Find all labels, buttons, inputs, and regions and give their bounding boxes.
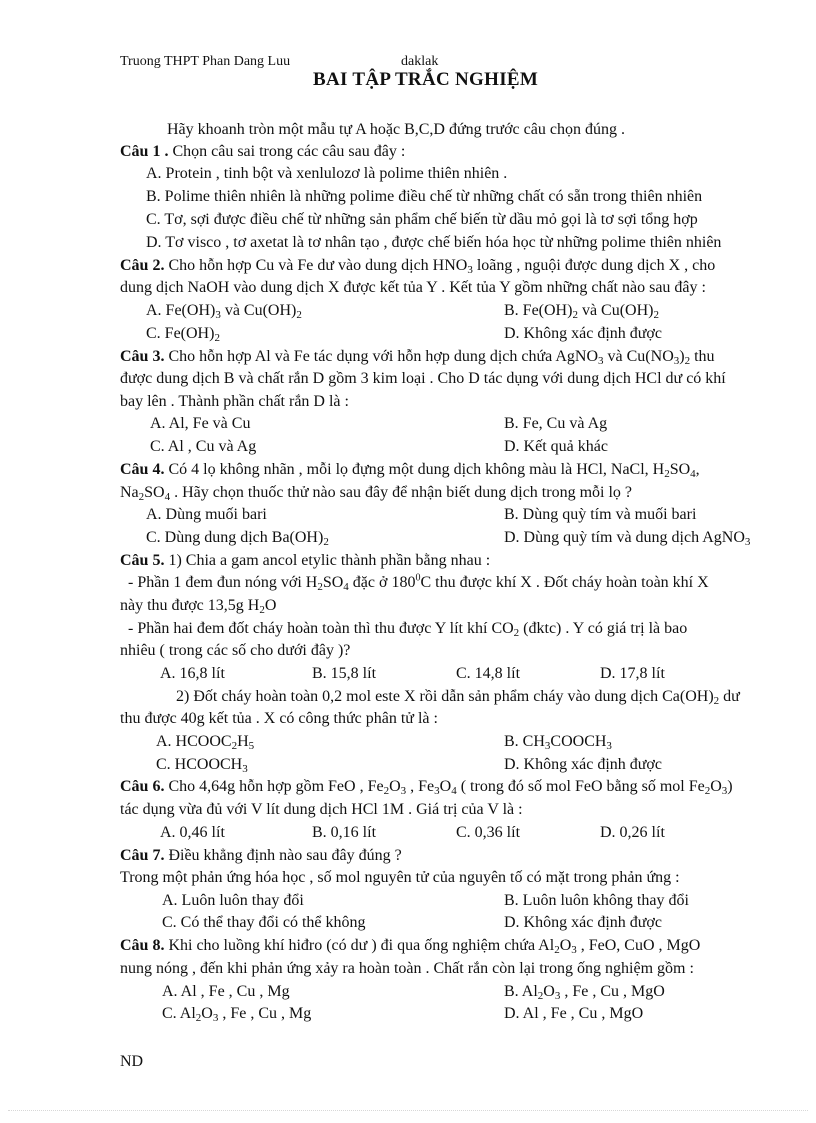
q4-option-c[interactable]: [146, 528, 329, 548]
question-2-line-2: dung dịch NaOH vào dung dịch X được kết tủa Y . Kết tủa Y gồm những chất nào sau đây :: [120, 279, 706, 296]
q5-option-c[interactable]: C. 14,8 lít: [456, 665, 521, 682]
subscript: 3: [242, 763, 248, 775]
question-label: Câu 2.: [120, 257, 165, 274]
subscript: 2: [231, 740, 238, 752]
question-text: 1) Chia a gam ancol etylic thành phần bằng nhau :: [164, 552, 491, 569]
subscript: 2: [138, 491, 145, 503]
question-text: , Fe: [406, 778, 435, 795]
question-6: [120, 777, 733, 797]
question-4-line-2: [120, 483, 632, 503]
q1-option-d[interactable]: D. Tơ visco , tơ axetat là tơ nhân tạo , được chế biến hóa học từ những polime thiên nhiên: [146, 234, 722, 251]
subscript: 2: [572, 309, 578, 321]
subscript: 3: [606, 740, 612, 752]
subscript: 2: [713, 695, 720, 707]
q7-option-a[interactable]: A. Luôn luôn thay đổi: [162, 892, 304, 909]
question-text: dư: [719, 688, 740, 705]
subscript: 3: [744, 536, 751, 548]
question-text: , FeO, CuO , MgO: [576, 937, 701, 954]
subscript: 2: [684, 355, 691, 367]
subscript: 3: [434, 785, 440, 797]
question-text: này thu được 13,5g H: [120, 597, 260, 614]
school-place: daklak: [401, 54, 439, 69]
subscript: 2: [513, 627, 520, 639]
question-text: O: [439, 778, 452, 795]
option-text: , Fe , Cu , Mg: [218, 1005, 312, 1022]
subscript: 2: [653, 309, 659, 321]
question-label: Câu 5.: [120, 552, 165, 569]
subscript: 2: [537, 990, 544, 1002]
q7-option-b[interactable]: B. Luôn luôn không thay đổi: [504, 892, 689, 909]
question-6-line-2: tác dụng vừa đủ với V lít dung dịch HCl 1M . Giá trị của V là :: [120, 801, 523, 818]
option-text: C. Fe(OH): [146, 325, 215, 342]
question-text: và Cu(NO: [603, 348, 674, 365]
subscript: 3: [554, 990, 561, 1002]
question-3: [120, 347, 715, 367]
question-text: đặc ở 180: [348, 574, 416, 591]
q5-2-option-b[interactable]: [504, 732, 612, 752]
q3-option-b[interactable]: B. Fe, Cu và Ag: [504, 415, 608, 432]
question-label: Câu 8.: [120, 937, 165, 954]
option-text: H: [237, 733, 249, 750]
subscript: 5: [248, 740, 255, 752]
question-label: Câu 6.: [120, 778, 165, 795]
subscript: 2: [383, 785, 390, 797]
q2-option-b[interactable]: [504, 301, 659, 321]
question-text: C thu được khí X . Đốt cháy hoàn toàn khí X: [420, 574, 709, 591]
q7-option-d[interactable]: D. Không xác định được: [504, 914, 662, 931]
question-text: - Phần hai đem đốt cháy hoàn toàn thì thu được Y lít khí CO: [128, 620, 514, 637]
option-text: B. Al: [504, 983, 538, 1000]
question-8-line-2: nung nóng , đến khi phản ứng xảy ra hoàn toàn . Chất rắn còn lại trong ống nghiệm gồm :: [120, 960, 694, 977]
q7-option-c[interactable]: C. Có thể thay đổi có thể không: [162, 914, 366, 931]
page-bottom-divider: [8, 1110, 808, 1111]
q3-option-a[interactable]: A. Al, Fe và Cu: [150, 415, 251, 432]
question-8: [120, 936, 700, 956]
question-text: Na: [120, 484, 139, 501]
question-text: O: [559, 937, 572, 954]
option-text: và Cu(OH): [220, 302, 297, 319]
subscript: 4: [451, 785, 457, 797]
question-text: ( trong đó số mol FeO bằng số mol Fe: [456, 778, 705, 795]
question-5-sub-2-line-2: thu được 40g kết tủa . X có công thức phân tử là :: [120, 710, 438, 727]
subscript: 3: [598, 355, 604, 367]
q5-2-option-a[interactable]: [156, 732, 254, 752]
option-text: B. Fe(OH): [504, 302, 573, 319]
question-text: ): [679, 348, 685, 365]
q2-option-d[interactable]: D. Không xác định được: [504, 325, 662, 342]
q1-option-a[interactable]: A. Protein , tinh bột và xenlulozơ là polime thiên nhiên .: [146, 165, 508, 182]
question-text: - Phần 1 đem đun nóng với H: [128, 574, 318, 591]
subscript: 4: [690, 468, 696, 480]
q8-option-b[interactable]: [504, 982, 665, 1002]
q5-option-d[interactable]: D. 17,8 lít: [600, 665, 665, 682]
question-5-part-2-line-2: nhiêu ( trong các số cho dưới đây )?: [120, 642, 351, 659]
q6-option-c[interactable]: C. 0,36 lít: [456, 824, 521, 841]
question-text: Có 4 lọ không nhãn , mỗi lọ đựng một dung dịch không màu là HCl, NaCl, H: [164, 461, 665, 478]
question-5: [120, 551, 490, 571]
q8-option-d[interactable]: D. Al , Fe , Cu , MgO: [504, 1005, 644, 1022]
option-text: A. HCOOC: [156, 733, 232, 750]
question-label: Câu 3.: [120, 348, 165, 365]
q5-2-option-d[interactable]: D. Không xác định được: [504, 756, 662, 773]
subscript: 3: [721, 785, 728, 797]
subscript: 3: [215, 309, 221, 321]
question-text: O: [389, 778, 401, 795]
q8-option-c[interactable]: [162, 1004, 311, 1024]
subscript: 2: [259, 604, 265, 616]
superscript: 0: [415, 572, 421, 584]
option-text: C. Dùng dung dịch Ba(OH): [146, 529, 324, 546]
question-3-line-2: được dung dịch B và chất rắn D gồm 3 kim loại . Cho D tác dụng với dung dịch HCl dư có khí: [120, 370, 726, 387]
question-text: thu: [690, 348, 715, 365]
question-3-line-3: bay lên . Thành phần chất rắn D là :: [120, 393, 349, 410]
question-text: . Hãy chọn thuốc thử nào sau đây để nhận biết dung dịch trong mỗi lọ ?: [170, 484, 633, 501]
question-text: O: [710, 778, 722, 795]
question-label: Câu 7.: [120, 847, 165, 864]
q4-option-a[interactable]: A. Dùng muối bari: [146, 506, 267, 523]
subscript: 2: [296, 309, 302, 321]
q5-option-b[interactable]: B. 15,8 lít: [312, 665, 377, 682]
question-label: Câu 1 .: [120, 143, 169, 160]
q6-option-d[interactable]: D. 0,26 lít: [600, 824, 665, 841]
question-1: [120, 142, 405, 162]
q3-option-d[interactable]: D. Kết quả khác: [504, 438, 608, 455]
question-text: O: [264, 597, 277, 614]
question-5-part-1: [128, 573, 709, 593]
school-header: [120, 52, 439, 72]
subscript: 3: [673, 355, 680, 367]
question-text: 2) Đốt cháy hoàn toàn 0,2 mol este X rồi dẫn sản phẩm cháy vào dung dịch Ca(OH): [176, 688, 714, 705]
subscript: 2: [317, 581, 323, 593]
footer-initials: ND: [120, 1053, 144, 1070]
question-text: Điều khẳng định nào sau đây đúng ?: [164, 847, 402, 864]
question-7-line-2: Trong một phản ứng hóa học , số mol nguyên tử của nguyên tố có mặt trong phản ứng :: [120, 869, 680, 886]
subscript: 3: [400, 785, 407, 797]
option-text: D. Dùng quỳ tím và dung dịch AgNO: [504, 529, 745, 546]
option-text: C. Al: [162, 1005, 196, 1022]
question-text: Cho 4,64g hỗn hợp gồm FeO , Fe: [164, 778, 384, 795]
question-5-sub-2: [176, 687, 740, 707]
option-text: O: [201, 1005, 213, 1022]
question-text: Cho hỗn hợp Al và Fe tác dụng với hỗn hợp dung dịch chứa AgNO: [164, 348, 599, 365]
option-text: B. CH: [504, 733, 545, 750]
subscript: 2: [704, 785, 711, 797]
option-text: , Fe , Cu , MgO: [560, 983, 665, 1000]
question-text: SO: [144, 484, 165, 501]
q6-option-a[interactable]: A. 0,46 lít: [160, 824, 225, 841]
subscript: 2: [214, 332, 220, 344]
option-text: A. Fe(OH): [146, 302, 216, 319]
question-text: Chọn câu sai trong các câu sau đây :: [168, 143, 406, 160]
subscript: 3: [467, 264, 473, 276]
question-text: (đktc) . Y có giá trị là bao: [519, 620, 688, 637]
question-4: [120, 460, 700, 480]
subscript: 2: [323, 536, 329, 548]
instruction: Hãy khoanh tròn một mẫu tự A hoặc B,C,D đứng trước câu chọn đúng .: [167, 121, 625, 138]
question-text: Cho hỗn hợp Cu và Fe dư vào dung dịch HNO: [164, 257, 468, 274]
school-name: Truong THPT Phan Dang Luu: [120, 54, 291, 69]
question-text: SO: [669, 461, 691, 478]
option-text: C. HCOOCH: [156, 756, 243, 773]
subscript: 2: [554, 944, 560, 956]
question-text: ,: [695, 461, 700, 478]
subscript: 2: [195, 1012, 202, 1024]
page-title: BAI TẬP TRẮC NGHIỆM: [313, 69, 539, 90]
subscript: 4: [343, 581, 349, 593]
question-7: [120, 846, 402, 866]
q3-option-c[interactable]: C. Al , Cu và Ag: [150, 438, 257, 455]
question-2: [120, 256, 715, 276]
subscript: 3: [212, 1012, 219, 1024]
question-5-part-2: [128, 619, 687, 639]
question-text: loãng , nguội được dung dịch X , cho: [472, 257, 716, 274]
question-text: SO: [322, 574, 344, 591]
question-text: ): [727, 778, 733, 795]
subscript: 2: [664, 468, 670, 480]
question-text: Khi cho luồng khí hiđro (có dư ) đi qua ống nghiệm chứa Al: [164, 937, 555, 954]
q4-option-d[interactable]: [504, 528, 750, 548]
subscript: 3: [571, 944, 577, 956]
q2-option-a[interactable]: [146, 301, 302, 321]
q4-option-b[interactable]: B. Dùng quỳ tím và muối bari: [504, 506, 697, 523]
q6-option-b[interactable]: B. 0,16 lít: [312, 824, 377, 841]
q5-option-a[interactable]: A. 16,8 lít: [160, 665, 225, 682]
q5-2-option-c[interactable]: [156, 755, 248, 775]
option-text: O: [543, 983, 555, 1000]
subscript: 4: [164, 491, 171, 503]
q1-option-b[interactable]: B. Polime thiên nhiên là những polime điều chế từ những chất có sẵn trong thiên nhiên: [146, 188, 703, 205]
q8-option-a[interactable]: A. Al , Fe , Cu , Mg: [162, 983, 290, 1000]
question-5-part-1-line-2: [120, 596, 276, 616]
q2-option-c[interactable]: [146, 324, 220, 344]
option-text: COOCH: [550, 733, 607, 750]
subscript: 3: [544, 740, 551, 752]
question-label: Câu 4.: [120, 461, 165, 478]
option-text: và Cu(OH): [577, 302, 654, 319]
q1-option-c[interactable]: C. Tơ, sợi được điều chế từ những sản phẩm chế biến từ dầu mỏ gọi là tơ sợi tổng hợp: [146, 211, 698, 228]
